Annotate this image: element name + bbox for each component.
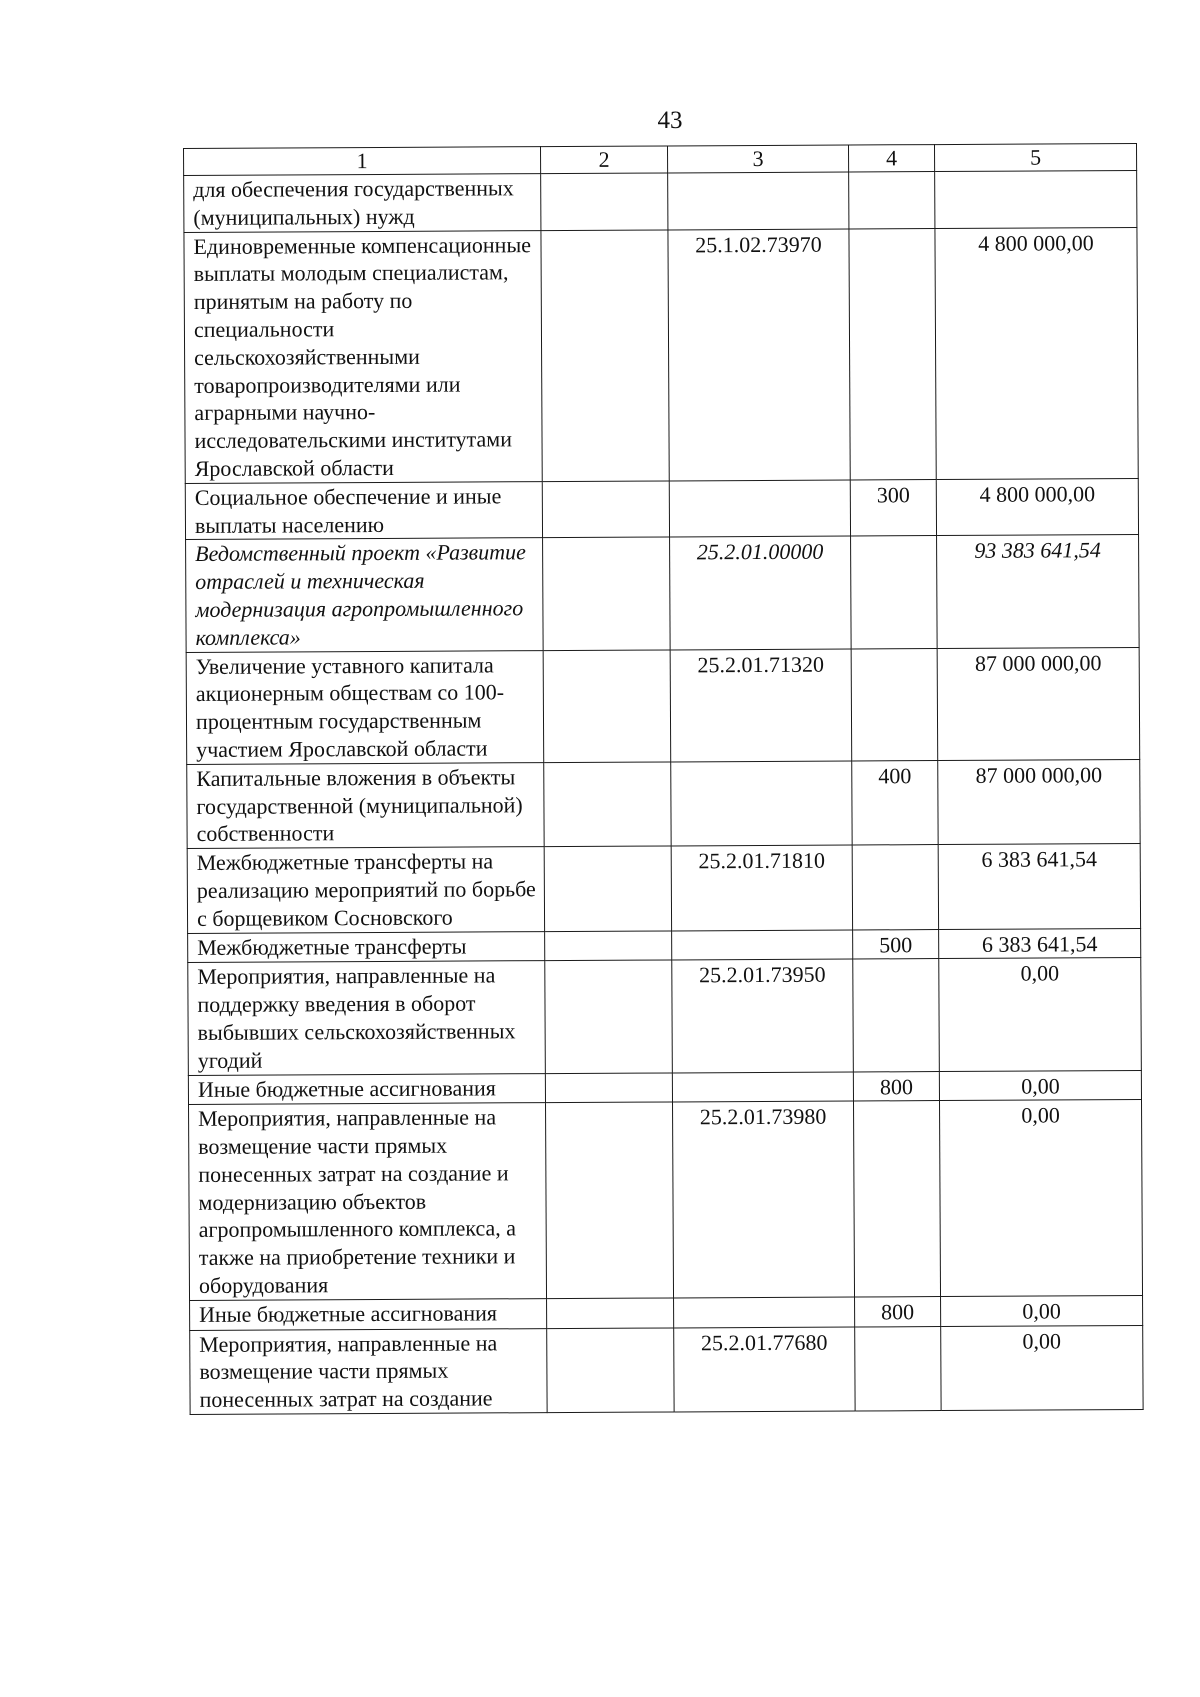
row-name-cell: Ведомственный проект «Развитие отраслей и техническая модернизация агропромышленного комплекса» [186, 538, 544, 652]
row-type-cell [851, 536, 938, 649]
row-sum-cell: 4 800 000,00 [935, 227, 1138, 479]
header-cell-2: 2 [540, 146, 667, 174]
row-sum-cell: 93 383 641,54 [937, 535, 1140, 648]
row-col2-cell [541, 173, 668, 230]
row-name-cell: Мероприятия, направленные на возмещение части прямых понесенных затрат на создание [190, 1328, 547, 1414]
row-col2-cell [544, 846, 671, 931]
budget-table [183, 143, 1144, 1415]
page-number: 43 [657, 107, 683, 134]
row-col2-cell [546, 1102, 674, 1298]
row-type-cell: 500 [853, 929, 939, 959]
row-code-cell: 25.2.01.71810 [671, 845, 852, 930]
row-type-cell: 300 [850, 479, 936, 536]
row-code-cell: 25.2.01.00000 [670, 536, 852, 649]
row-sum-cell: 4 800 000,00 [936, 478, 1138, 536]
row-code-cell [674, 1297, 855, 1328]
row-col2-cell [543, 650, 671, 763]
row-name-cell: Межбюджетные трансферты [188, 931, 545, 963]
row-code-cell: 25.1.02.73970 [668, 229, 850, 481]
row-sum-cell: 0,00 [939, 1100, 1142, 1297]
row-col2-cell [544, 762, 671, 847]
row-code-cell [669, 480, 850, 538]
header-cell-3: 3 [667, 145, 848, 173]
row-name-cell: Единовременные компенсационные выплаты молодым специалистам, принятым на работу по специальности сельскохозяйственными товаропроизводителями или аграрными научно-исследовательскими институтами Ярославской области [184, 230, 542, 483]
row-type-cell [851, 648, 938, 761]
row-code-cell [671, 761, 852, 846]
row-code-cell: 25.2.01.71320 [670, 649, 852, 762]
row-col2-cell [545, 1072, 672, 1102]
row-sum-cell: 0,00 [939, 958, 1142, 1071]
row-code-cell [672, 1072, 853, 1103]
row-sum-cell: 87 000 000,00 [937, 647, 1140, 760]
header-cell-4: 4 [848, 145, 934, 172]
row-col2-cell [543, 537, 671, 650]
row-sum-cell [935, 171, 1137, 229]
row-code-cell [668, 172, 849, 230]
row-code-cell [672, 930, 853, 961]
table-body [184, 144, 1144, 1415]
row-sum-cell: 6 383 641,54 [938, 844, 1140, 929]
row-type-cell: 800 [853, 1071, 939, 1101]
row-code-cell: 25.2.01.73980 [673, 1101, 855, 1298]
table-row [184, 171, 1137, 233]
table-row [186, 535, 1140, 652]
row-col2-cell [547, 1328, 674, 1413]
row-name-cell: Мероприятия, направленные на возмещение части прямых понесенных затрат на создание и модернизацию объектов агропромышленного комплекса, а также на приобретение техники и оборудования [189, 1103, 547, 1300]
row-sum-cell: 0,00 [941, 1295, 1143, 1326]
header-cell-1: 1 [184, 147, 541, 176]
row-name-cell: Мероприятия, направленные на поддержку введения в оборот выбывших сельскохозяйственных угодий [188, 961, 546, 1075]
row-type-cell: 400 [852, 760, 938, 845]
row-name-cell: Межбюджетные трансферты на реализацию мероприятий по борьбе с борщевиком Сосновского [187, 847, 544, 933]
row-col2-cell [547, 1298, 674, 1328]
row-sum-cell: 0,00 [941, 1325, 1143, 1410]
row-code-cell: 25.2.01.77680 [674, 1327, 855, 1412]
row-sum-cell: 6 383 641,54 [939, 928, 1141, 959]
row-name-cell: Иные бюджетные ассигнования [190, 1298, 547, 1330]
row-type-cell [852, 845, 938, 930]
row-sum-cell: 87 000 000,00 [938, 759, 1140, 844]
row-type-cell [854, 1101, 941, 1297]
row-code-cell: 25.2.01.73950 [672, 959, 854, 1072]
table-row [188, 928, 1141, 963]
table-row [186, 647, 1140, 764]
table-row [190, 1325, 1143, 1414]
row-name-cell: для обеспечения государственных (муниципальных) нужд [184, 174, 541, 232]
row-type-cell [849, 172, 935, 229]
row-name-cell: Капитальные вложения в объекты государственной (муниципальной) собственности [187, 762, 544, 848]
table-row [187, 759, 1140, 848]
row-col2-cell [542, 481, 669, 538]
table-row [189, 1100, 1143, 1301]
row-type-cell [855, 1326, 941, 1411]
table-row [185, 478, 1138, 540]
table-row [184, 227, 1138, 483]
row-col2-cell [541, 230, 669, 482]
row-name-cell: Увеличение уставного капитала акционерным обществам со 100-процентным государственным участием Ярославской области [186, 650, 544, 764]
row-sum-cell: 0,00 [939, 1070, 1141, 1101]
row-type-cell [849, 228, 936, 480]
table-row [187, 844, 1140, 933]
row-col2-cell [545, 930, 672, 960]
header-cell-5: 5 [934, 144, 1136, 172]
row-name-cell: Иные бюджетные ассигнования [188, 1073, 545, 1105]
table-row [188, 958, 1142, 1075]
row-type-cell [853, 959, 940, 1072]
row-name-cell: Социальное обеспечение и иные выплаты населению [185, 481, 542, 539]
row-type-cell: 800 [855, 1296, 941, 1326]
row-col2-cell [545, 960, 673, 1073]
